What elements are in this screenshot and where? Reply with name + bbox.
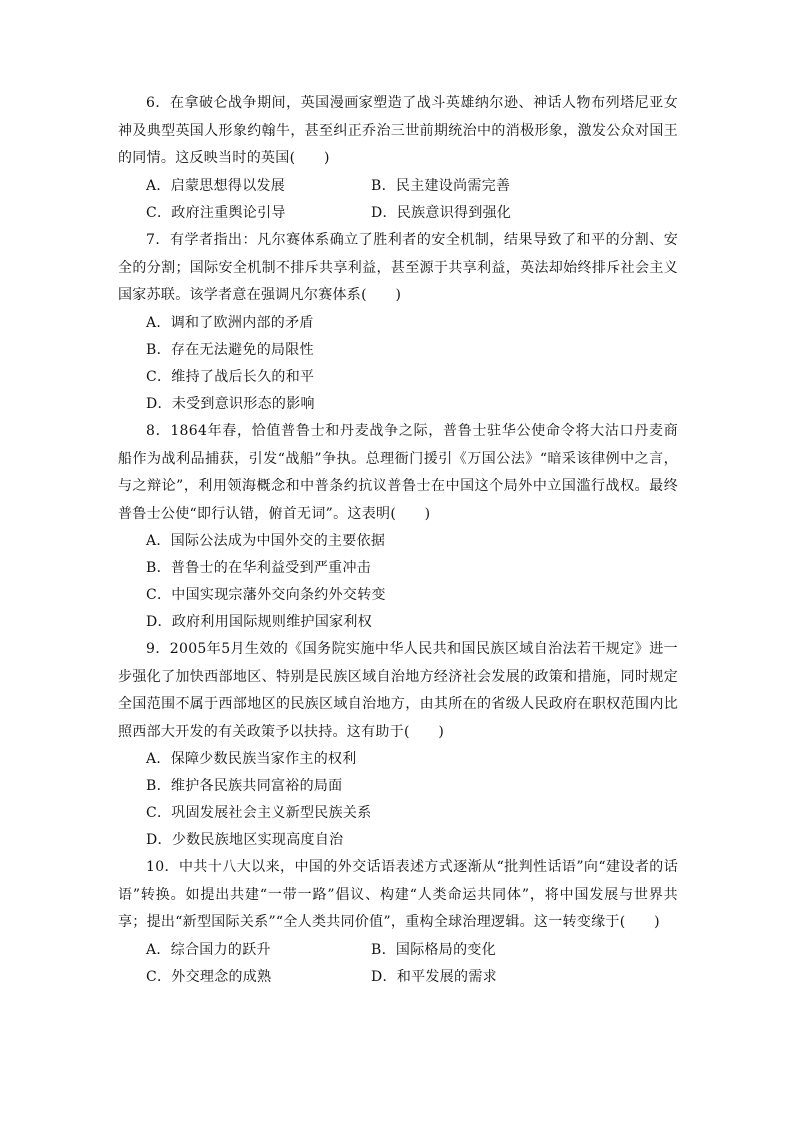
question-stem: 7．有学者指出：凡尔赛体系确立了胜利者的安全机制，结果导致了和平的分割、安全的分割；国际安全机制不排斥共享利益，甚至源于共享利益，英法却始终排斥社会主义国家苏联。该学者意在强调凡尔赛体系( ) xyxy=(118,232,678,304)
question-8 xyxy=(118,418,678,636)
option-b[interactable]: B．国际格局的变化 xyxy=(371,941,496,958)
options-row xyxy=(118,937,678,964)
question-9 xyxy=(118,636,678,854)
option-b[interactable]: B．存在无法避免的局限性 xyxy=(146,341,314,358)
question-7 xyxy=(118,227,678,418)
option-a[interactable]: A．保障少数民族当家作主的权利 xyxy=(146,751,357,768)
question-stem: 6．在拿破仑战争期间，英国漫画家塑造了战斗英雄纳尔逊、神话人物布列塔尼亚女神及典型英国人形象约翰牛，甚至纠正乔治三世前期统治中的消极形象，激发公众对国王的同情。这反映当时的英国( ) xyxy=(118,95,678,167)
option-d[interactable]: D．少数民族地区实现高度自治 xyxy=(146,832,344,849)
option-c[interactable]: C．政府注重舆论引导 xyxy=(146,204,286,221)
option-a[interactable]: A．启蒙思想得以发展 xyxy=(146,177,286,194)
options-row xyxy=(118,200,678,227)
option-b[interactable]: B．维护各民族共同富裕的局面 xyxy=(146,778,343,795)
option-c[interactable]: C．外交理念的成熟 xyxy=(146,968,272,985)
options-row xyxy=(118,173,678,200)
question-stem: 8．1864年春，恰值普鲁士和丹麦战争之际，普鲁士驻华公使命令将大沽口丹麦商船作为战利品捕获，引发“战船”争执。总理衙门援引《万国公法》“暗采该律例中之言，与之辩论”，利用领海概念和中普条约抗议普鲁士在中国这个局外中立国滥行战权。最终普鲁士公使“即行认错，俯首无词”。这表明( ) xyxy=(118,423,678,522)
option-c[interactable]: C．巩固发展社会主义新型民族关系 xyxy=(146,805,372,822)
option-b[interactable]: B．普鲁士的在华利益受到严重冲击 xyxy=(146,560,372,577)
option-d[interactable]: D．和平发展的需求 xyxy=(371,968,497,985)
option-d[interactable]: D．政府利用国际规则维护国家利权 xyxy=(146,614,373,631)
question-stem: 10．中共十八大以来，中国的外交话语表述方式逐渐从“批判性话语”向“建设者的话语”转换。如提出共建“一带一路”倡议、构建“人类命运共同体”，将中国发展与世界共享；提出“新型国际关系”“全人类共同价值”，重构全球治理逻辑。这一转变缘于( ) xyxy=(118,859,678,931)
option-d[interactable]: D．未受到意识形态的影响 xyxy=(146,395,315,412)
question-10 xyxy=(118,854,678,991)
option-d[interactable]: D．民族意识得到强化 xyxy=(371,204,512,221)
options-row xyxy=(118,964,678,991)
question-stem: 9．2005年5月生效的《国务院实施中华人民共和国民族区域自治法若干规定》进一步强化了加快西部地区、特别是民族区域自治地方经济社会发展的政策和措施，同时规定全国范围不属于西部地区的民族区域自治地方，由其所在的省级人民政府在职权范围内比照西部大开发的有关政策予以扶持。这有助于( ) xyxy=(118,641,678,740)
option-a[interactable]: A．国际公法成为中国外交的主要依据 xyxy=(146,533,386,550)
option-c[interactable]: C．中国实现宗藩外交向条约外交转变 xyxy=(146,587,386,604)
option-b[interactable]: B．民主建设尚需完善 xyxy=(371,177,511,194)
question-6 xyxy=(118,90,678,227)
option-a[interactable]: A．综合国力的跃升 xyxy=(146,941,271,958)
option-a[interactable]: A．调和了欧洲内部的矛盾 xyxy=(146,314,314,331)
option-c[interactable]: C．维持了战后长久的和平 xyxy=(146,368,315,385)
